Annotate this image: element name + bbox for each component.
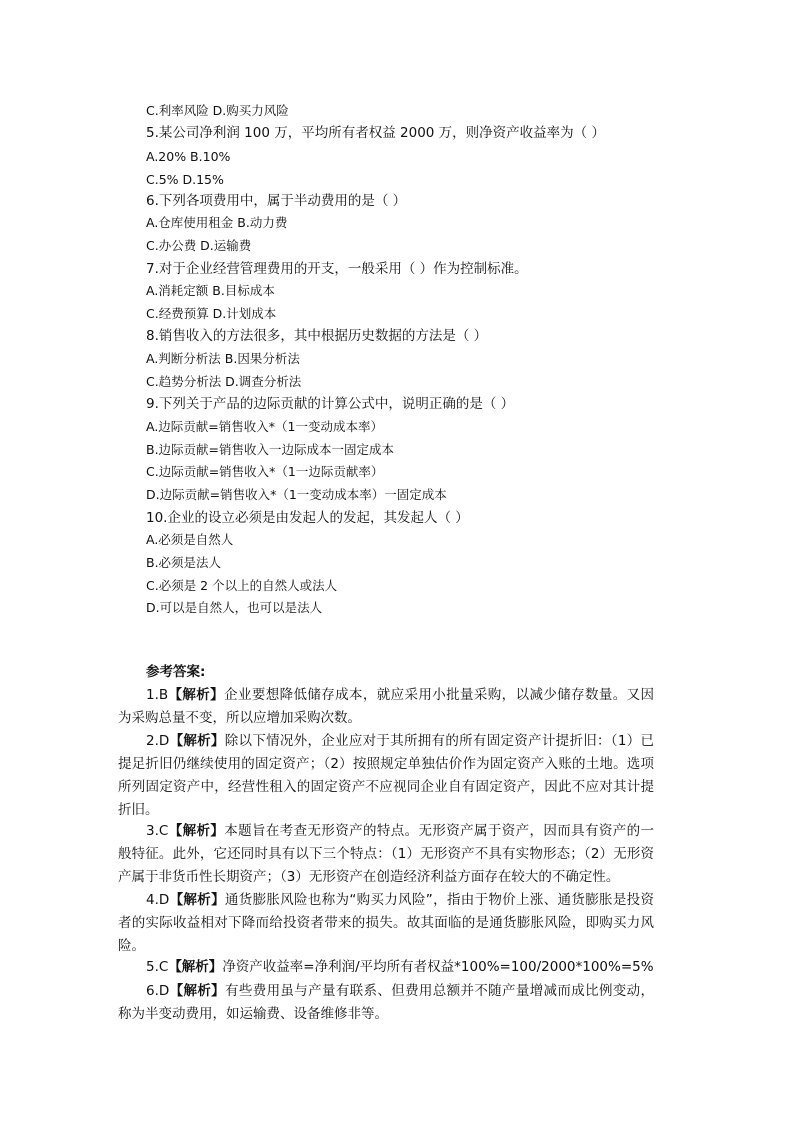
- answer-prefix: 6.D: [146, 983, 170, 999]
- q9-option-b: B.边际贡献=销售收入一边际成本一固定成本: [146, 442, 395, 457]
- q6-options-ab: A.仓库使用租金 B.动力费: [146, 215, 288, 230]
- question-10: 10.企业的设立必须是由发起人的发起，其发起人（ ）: [146, 510, 469, 526]
- answer-text: 除以下情况外，企业应对于其所拥有的所有固定资产计提折旧：（1）已提足折旧仍继续使用的固定资产；（2）按照规定单独估价作为固定资产入账的土地。选项所列固定资产中，经营性租入的固定资产不应视同企业自有固定资产，因此不应对其计提折旧。: [118, 733, 655, 818]
- analysis-tag: 【解析】: [169, 892, 225, 908]
- analysis-tag: 【解析】: [168, 687, 225, 703]
- answer-prefix: 4.D: [146, 892, 170, 908]
- answer-text: 通货膨胀风险也称为“购买力风险”，指由于物价上涨、通货膨胀是投资者的实际收益相对下降而给投资者带来的损失。故其面临的是通货膨胀风险，即购买力风险。: [118, 892, 654, 954]
- answer-text: 企业要想降低储存成本，就应采用小批量采购，以减少储存数量。又因为采购总量不变，所以应增加采购次数。: [118, 687, 654, 726]
- answer-prefix: 2.D: [146, 733, 170, 749]
- answer-prefix: 3.C: [146, 823, 169, 839]
- answer-prefix: 1.B: [146, 687, 169, 703]
- analysis-tag: 【解析】: [169, 733, 225, 749]
- answers-heading: 参考答案:: [146, 664, 206, 680]
- q7-options-cd: C.经费预算 D.计划成本: [146, 306, 277, 321]
- q8-options-cd: C.趋势分析法 D.调查分析法: [146, 374, 302, 389]
- analysis-tag: 【解析】: [168, 959, 223, 975]
- q10-option-d: D.可以是自然人，也可以是法人: [146, 600, 323, 615]
- q9-option-d: D.边际贡献=销售收入*（1一变动成本率）一固定成本: [146, 487, 447, 502]
- q8-options-ab: A.判断分析法 B.因果分析法: [146, 351, 300, 366]
- answer-1: [118, 684, 654, 730]
- answer-text: 本题旨在考查无形资产的特点。无形资产属于资产，因而具有资产的一般特征。此外，它还同时具有以下三个特点：（1）无形资产不具有实物形态；（2）无形资产属于非货币性长期资产；（3）无形资产在创造经济利益方面存在较大的不确定性。: [118, 823, 655, 885]
- question-6: 6.下列各项费用中，属于半动费用的是（ ）: [146, 193, 407, 209]
- analysis-tag: 【解析】: [169, 983, 226, 999]
- question-9: 9.下列关于产品的边际贡献的计算公式中，说明正确的是（ ）: [146, 396, 515, 412]
- question-5: 5.某公司净利润 100 万，平均所有者权益 2000 万，则净资产收益率为（ ）: [146, 125, 605, 141]
- question-7: 7.对于企业经营管理费用的开支，一般采用（ ）作为控制标准。: [146, 261, 528, 277]
- q6-options-cd: C.办公费 D.运输费: [146, 238, 252, 253]
- answer-2: [118, 730, 654, 822]
- q9-option-a: A.边际贡献=销售收入*（1一变动成本率）: [146, 419, 383, 434]
- question-8: 8.销售收入的方法很多，其中根据历史数据的方法是（ ）: [146, 328, 488, 344]
- analysis-tag: 【解析】: [168, 823, 225, 839]
- answer-6: [118, 980, 654, 1026]
- q5-options-cd: C.5% D.15%: [146, 172, 224, 187]
- answer-text: 有些费用虽与产量有联系、但费用总额并不随产量增减而成比例变动，称为半变动费用，如运输费、设备维修非等。: [118, 983, 655, 1022]
- q10-option-a: A.必须是自然人: [146, 532, 234, 547]
- q4-options-cd: C.利率风险 D.购买力风险: [146, 103, 289, 118]
- answer-4: [118, 889, 654, 958]
- q5-options-ab: A.20% B.10%: [146, 149, 231, 164]
- q7-options-ab: A.消耗定额 B.目标成本: [146, 283, 275, 298]
- answer-prefix: 5.C: [146, 959, 169, 975]
- q10-option-b: B.必须是法人: [146, 555, 222, 570]
- answer-3: [118, 820, 654, 889]
- answer-text: 净资产收益率=净利润/平均所有者权益*100%=100/2000*100%=5%: [222, 959, 654, 975]
- q10-option-c: C.必须是 2 个以上的自然人或法人: [146, 578, 338, 593]
- q9-option-c: C.边际贡献=销售收入*（1一边际贡献率）: [146, 464, 384, 479]
- answer-5: [118, 956, 654, 979]
